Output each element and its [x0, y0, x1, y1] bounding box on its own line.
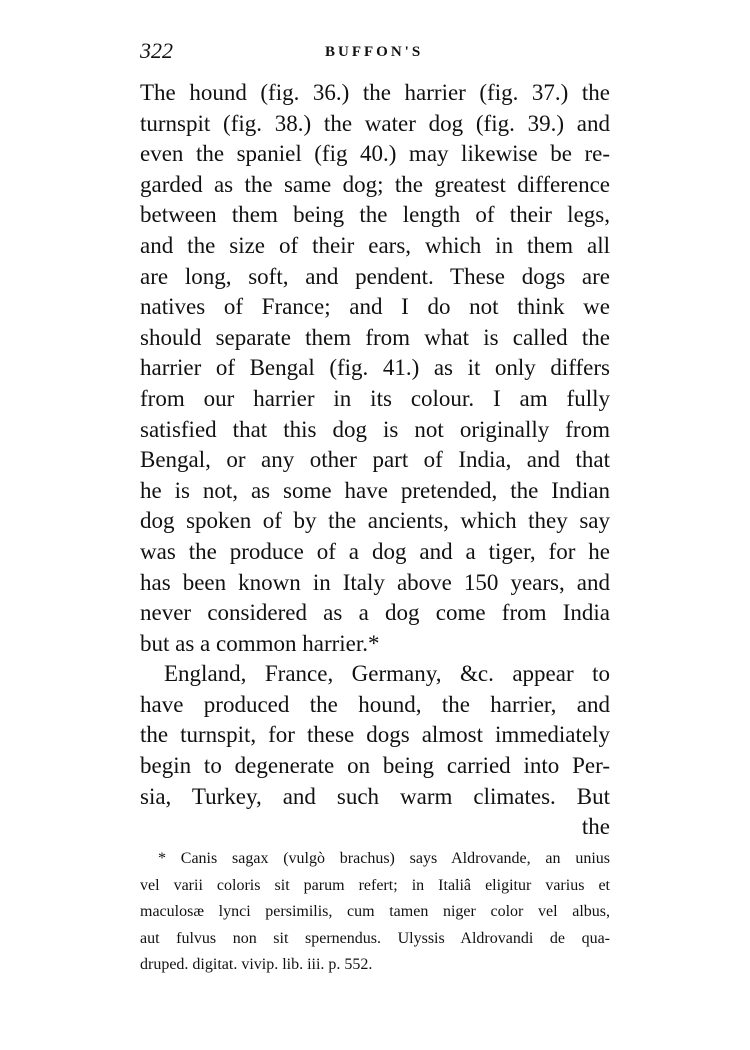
page-number: 322 [140, 38, 173, 63]
body-line: was the produce of a dog and a tiger, for he [140, 538, 610, 564]
body-line: has been known in Italy above 150 years, and [140, 569, 610, 595]
body-line: have produced the hound, the harrier, and [140, 691, 610, 717]
body-line: The hound (fig. 36.) the harrier (fig. 37.) the [140, 80, 610, 105]
body-line: begin to degenerate on being carried into Per- [140, 753, 610, 779]
footnote-line: * Canis sagax (vulgò brachus) says Aldrovande, an unius [158, 850, 610, 867]
footnote-line: druped. digitat. vivip. lib. iii. p. 552. [140, 956, 373, 973]
body-line: natives of France; and I do not think we [140, 294, 610, 320]
body-line: but as a common harrier.* [140, 630, 380, 656]
footnote-line: vel varii coloris sit parum refert; in Italiâ eligitur varius et [140, 876, 610, 894]
body-line: harrier of Bengal (fig. 41.) as it only differs [140, 355, 610, 381]
footnote-line: maculosæ lynci persimilis, cum tamen niger color vel albus, [140, 903, 610, 920]
body-line: sia, Turkey, and such warm climates. But [140, 783, 610, 809]
body-line: turnspit (fig. 38.) the water dog (fig. 39.) and [140, 110, 610, 136]
body-line: satisfied that this dog is not originally from [140, 416, 610, 442]
running-head: BUFFON'S [325, 44, 424, 60]
body-line: never considered as a dog come from India [140, 600, 610, 626]
footnote [140, 846, 610, 979]
catchword: the [581, 814, 610, 840]
body-line: between them being the length of their legs, [140, 202, 610, 228]
body-line: Bengal, or any other part of India, and that [140, 447, 610, 473]
body-line: and the size of their ears, which in them all [140, 232, 610, 258]
body-line: garded as the same dog; the greatest difference [140, 171, 610, 197]
body-line: from our harrier in its colour. I am fully [140, 385, 610, 411]
footnote-line: aut fulvus non sit spernendus. Ulyssis Aldrovandi de qua- [140, 929, 610, 947]
body-line: should separate them from what is called the [140, 324, 610, 350]
body-text [140, 78, 610, 843]
body-line: he is not, as some have pretended, the Indian [140, 477, 610, 503]
body-line: England, France, Germany, &c. appear to [164, 661, 610, 687]
body-line: the turnspit, for these dogs almost immediately [140, 722, 610, 748]
body-line: are long, soft, and pendent. These dogs are [140, 263, 610, 289]
body-line: dog spoken of by the ancients, which they say [140, 508, 610, 534]
body-line: even the spaniel (fig 40.) may likewise be re- [140, 141, 610, 167]
